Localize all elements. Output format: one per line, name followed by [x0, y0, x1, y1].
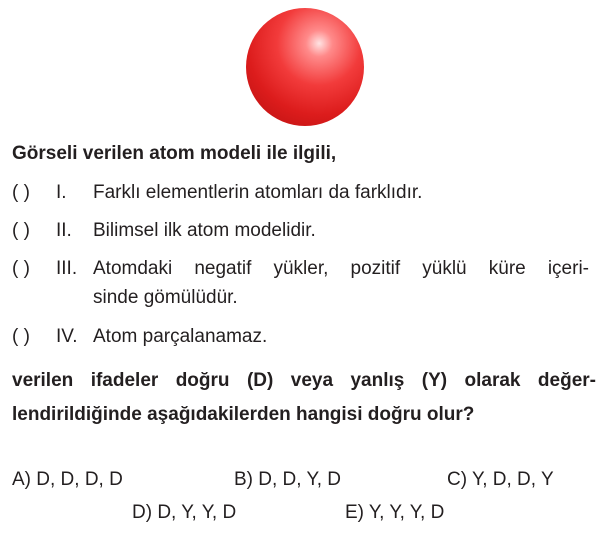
- statement-number: IV.: [56, 326, 78, 347]
- question-line-1: verilen ifadeler doğru (D) veya yanlış (Y) olarak değer-: [12, 370, 596, 391]
- option-b[interactable]: B) D, D, Y, D: [234, 469, 341, 490]
- question-line-2: lendirildiğinde aşağıdakilerden hangisi doğru olur?: [12, 404, 475, 425]
- option-c[interactable]: C) Y, D, D, Y: [447, 469, 554, 490]
- question-intro: Görseli verilen atom modeli ile ilgili,: [12, 143, 337, 164]
- statement-continuation: sinde gömülüdür.: [93, 287, 238, 308]
- statement-number: III.: [56, 258, 78, 279]
- answer-blank[interactable]: ( ): [12, 258, 30, 279]
- answer-blank[interactable]: ( ): [12, 220, 30, 241]
- answer-blank[interactable]: ( ): [12, 326, 30, 347]
- answer-blank[interactable]: ( ): [12, 182, 30, 203]
- statement-text: Bilimsel ilk atom modelidir.: [93, 220, 316, 241]
- statement-text: Atom parçalanamaz.: [93, 326, 268, 347]
- statement-number: I.: [56, 182, 67, 203]
- statement-text: Farklı elementlerin atomları da farklıdır.: [93, 182, 423, 203]
- statement-number: II.: [56, 220, 72, 241]
- option-e[interactable]: E) Y, Y, Y, D: [345, 502, 445, 523]
- statement-text: Atomdaki negatif yükler, pozitif yüklü küre içeri-: [93, 258, 589, 279]
- option-d[interactable]: D) D, Y, Y, D: [132, 502, 237, 523]
- atom-model-sphere: [246, 8, 364, 126]
- option-a[interactable]: A) D, D, D, D: [12, 469, 123, 490]
